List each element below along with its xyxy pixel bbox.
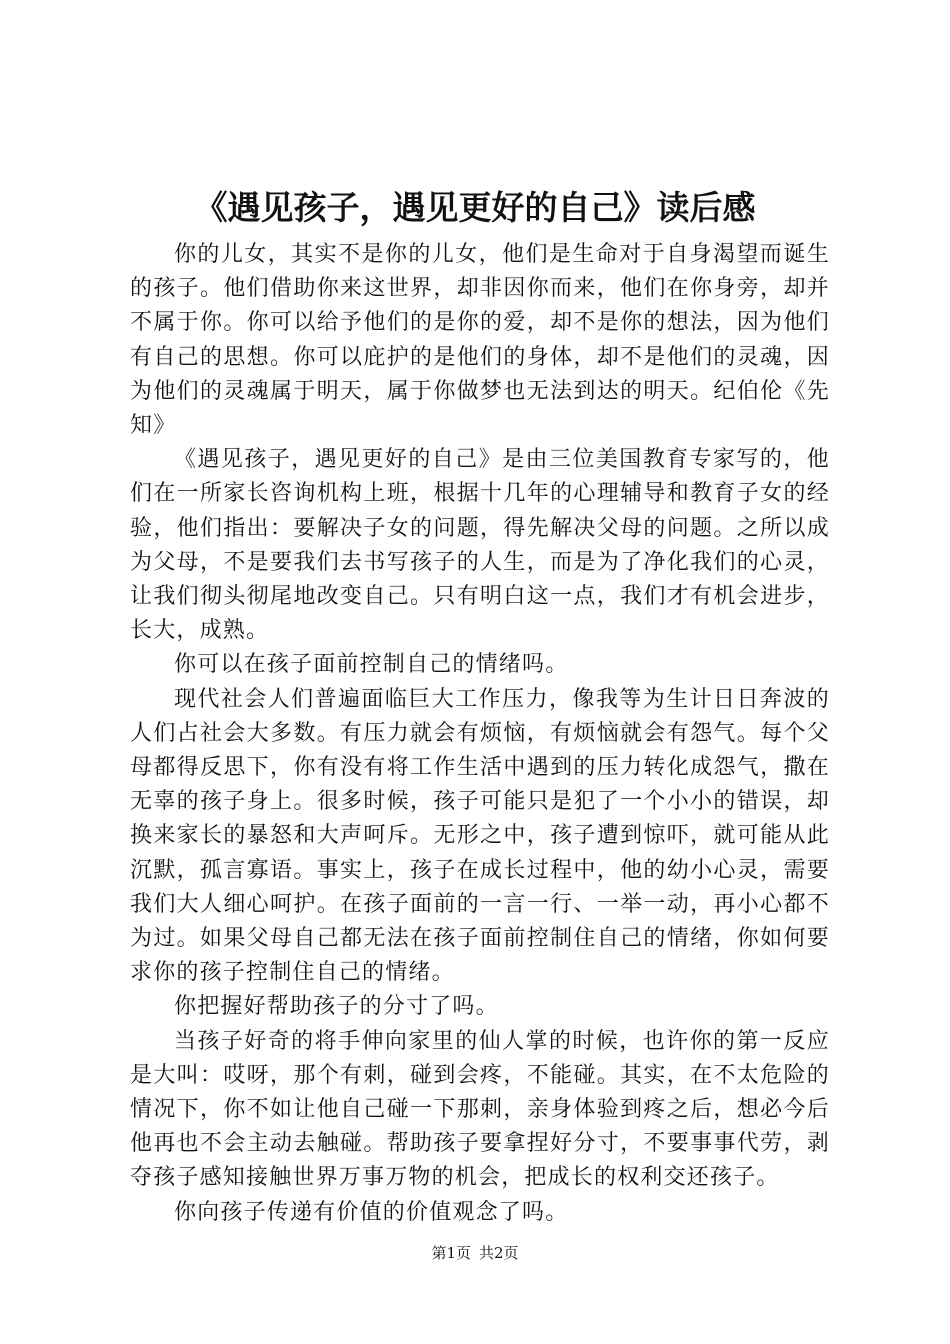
paragraph-7: 你向孩子传递有价值的价值观念了吗。 (174, 1199, 569, 1225)
paragraph-5: 你把握好帮助孩子的分寸了吗。 (174, 994, 499, 1020)
page-total: 共2页 (479, 1244, 519, 1262)
paragraph-6: 当孩子好奇的将手伸向家里的仙人掌的时候，也许你的第一反应是大叫：哎呀，那个有刺，碰到会疼，不能碰。其实，在不太危险的情况下，你不如让他自己碰一下那刺，亲身体验到疼之后，想必今后他再也不会主动去触碰。帮助孩子要拿捏好分寸，不要事事代劳，剥夺孩子感知接触世界万事万物的机会，把成长的权利交还孩子。 (130, 1028, 830, 1191)
paragraph-4: 现代社会人们普遍面临巨大工作压力，像我等为生计日日奔波的人们占社会大多数。有压力就会有烦恼，有烦恼就会有怨气。每个父母都得反思下，你有没有将工作生活中遇到的压力转化成怨气，撒在无辜的孩子身上。很多时候，孩子可能只是犯了一个小小的错误，却换来家长的暴怒和大声呵斥。无形之中，孩子遭到惊吓，就可能从此沉默，孤言寡语。事实上，孩子在成长过程中，他的幼小心灵，需要我们大人细心呵护。在孩子面前的一言一行、一举一动，再小心都不为过。如果父母自己都无法在孩子面前控制住自己的情绪，你如何要求你的孩子控制住自己的情绪。 (130, 686, 830, 986)
page-footer (0, 1243, 950, 1263)
paragraph-3: 你可以在孩子面前控制自己的情绪吗。 (174, 652, 569, 678)
page-number: 第1页 (431, 1244, 471, 1262)
document-body (130, 238, 830, 1230)
paragraph-1: 你的儿女，其实不是你的儿女，他们是生命对于自身渴望而诞生的孩子。他们借助你来这世界，却非因你而来，他们在你身旁，却并不属于你。你可以给予他们的是你的爱，却不是你的想法，因为他们有自己的思想。你可以庇护的是他们的身体，却不是他们的灵魂，因为他们的灵魂属于明天，属于你做梦也无法到达的明天。纪伯伦《先知》 (130, 242, 830, 439)
paragraph-2: 《遇见孩子，遇见更好的自己》是由三位美国教育专家写的，他们在一所家长咨询机构上班，根据十几年的心理辅导和教育子女的经验，他们指出：要解决子女的问题，得先解决父母的问题。之所以成为父母，不是要我们去书写孩子的人生，而是为了净化我们的心灵，让我们彻头彻尾地改变自己。只有明白这一点，我们才有机会进步，长大，成熟。 (130, 447, 830, 644)
document-title: 《遇见孩子，遇见更好的自己》读后感 (194, 188, 756, 227)
